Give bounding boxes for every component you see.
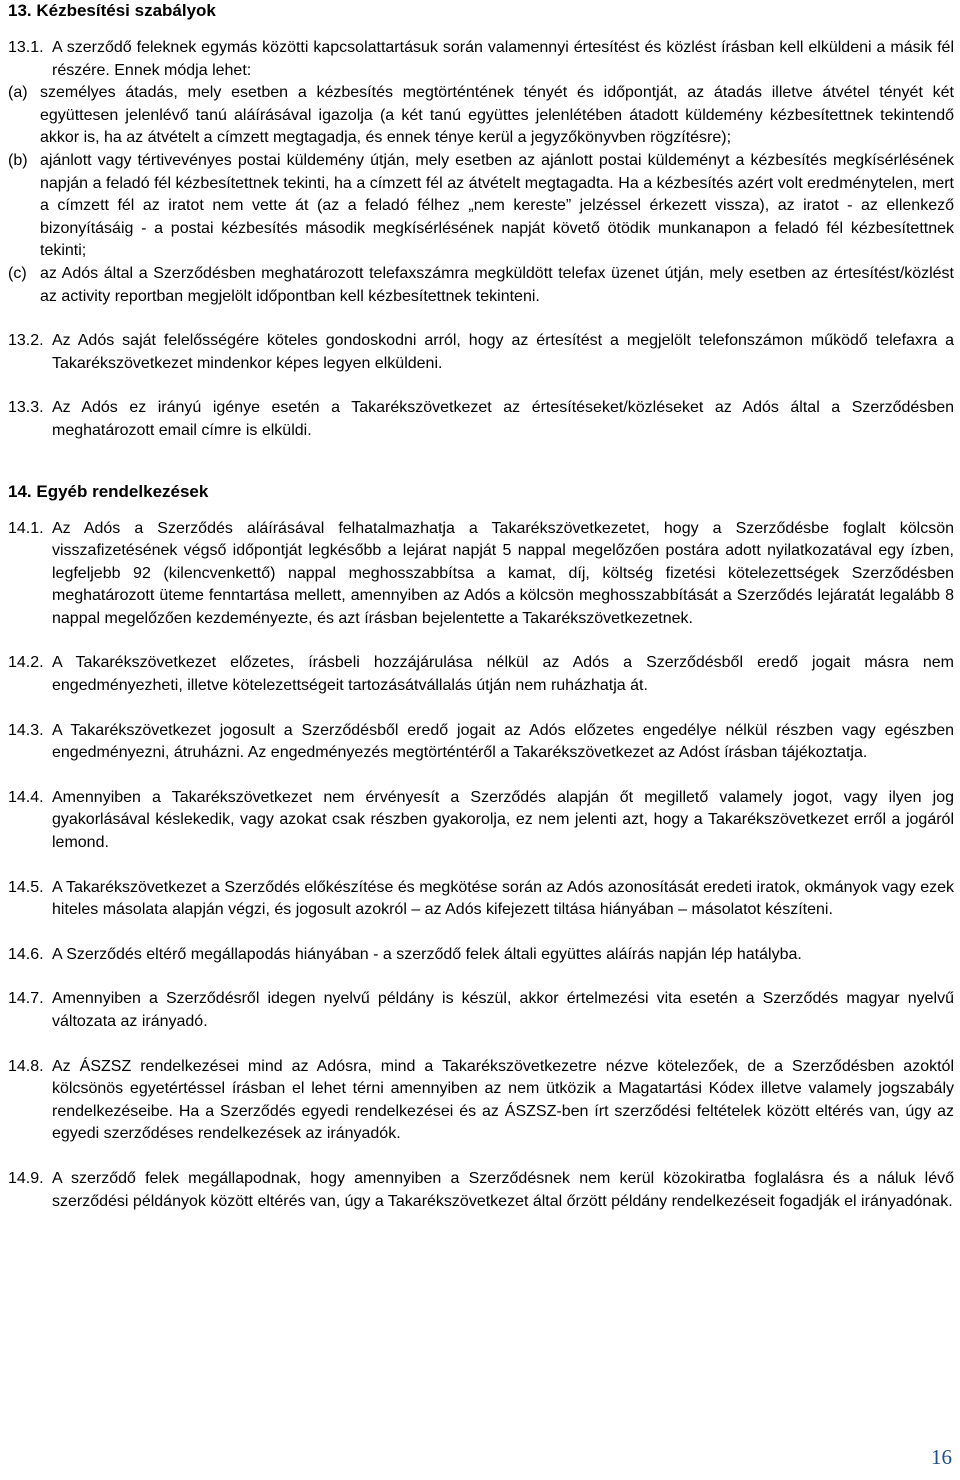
paragraph-13-2 [8, 330, 954, 375]
paragraph-text: A Takarékszövetkezet a Szerződés előkészítése és megkötése során az Adós azonosítását eredeti iratok, okmányok vagy ezek hiteles másolata alapján végzi, és jogosult azokról – az Adós kifejezett tiltása hiányában – másolatot készíteni. [52, 878, 954, 919]
paragraph-text: Az Adós a Szerződés aláírásával felhatalmazhatja a Takarékszövetkezetet, hogy a Szerződésbe foglalt kölcsön visszafizetésének végső időpontját legkésőbb a lejárat napját 5 nappal megelőzően postára adott nyilatkozatával egy ízben, legfeljebb 92 (kilencvenkettő) nappal meghosszabbítsa a kamat, díj, költség fizetési kötelezettségek Szerződésben meghatározott üteme fenntartása mellett, amennyiben az Adós a kölcsön meghosszabbítását a Szerződés lejáratát legalább 8 nappal megelőzően kezdeményezte, és azt írásban bejelentette a Takarékszövetkezetnek. [52, 519, 954, 627]
paragraph-number: 14.9. [8, 1169, 44, 1187]
paragraph-text: Az Adós ez irányú igénye esetén a Takarékszövetkezet az értesítéseket/közléseket az Adós által a Szerződésben meghatározott email címre is elküldi. [52, 399, 954, 439]
page-number: 16 [931, 1445, 952, 1469]
paragraph-number: 14.5. [8, 878, 44, 896]
paragraph-text: Amennyiben a Szerződésről idegen nyelvű példány is készül, akkor értelmezési vita esetén a Szerződés magyar nyelvű változata az irányadó. [52, 990, 954, 1030]
paragraph-number: 14.1. [8, 519, 44, 537]
paragraph-text: A szerződő felek megállapodnak, hogy amennyiben a Szerződésnek nem kerül közokiratba foglalásra és a náluk lévő szerződési példányok között eltérés van, úgy a Takarékszövetkezet által őrzött példány rendelkezéseit fogadják el irányadónak. [52, 1169, 954, 1210]
paragraph-text: A Takarékszövetkezet jogosult a Szerződésből eredő jogait az Adós előzetes engedélye nélkül részben vagy egészben engedményezni, átruházni. Az engedményezés megtörténtéről a Takarékszövetkezet az Adóst írásban tájékoztatja. [52, 721, 954, 762]
section-14-heading: 14. Egyéb rendelkezések [8, 481, 209, 501]
section-13-heading: 13. Kézbesítési szabályok [8, 1, 216, 20]
paragraph-14-5 [8, 877, 954, 922]
paragraph-number: 14.3. [8, 721, 44, 739]
paragraph-text: A Szerződés eltérő megállapodás hiányában - a szerződő felek általi együttes aláírás napján lép hatályba. [52, 945, 802, 963]
paragraph-14-4 [8, 787, 954, 855]
list-item-label: (b) [8, 151, 28, 169]
paragraph-number: 14.4. [8, 788, 44, 806]
paragraph-14-6 [8, 944, 954, 967]
paragraph-14-8 [8, 1056, 954, 1146]
paragraph-number: 14.2. [8, 654, 44, 672]
paragraph-number: 14.7. [8, 990, 44, 1008]
paragraph-14-9 [8, 1168, 954, 1213]
list-item-text: az Adós által a Szerződésben meghatározott telefaxszámra megküldött telefax üzenet útján, mely esetben az értesítést/közlést az activity reportban megjelölt időpontban kell kézbesítettnek tekinteni. [40, 264, 954, 305]
list-item-label: (a) [8, 84, 28, 102]
list-item-text: személyes átadás, mely esetben a kézbesítés megtörténtének tényét és időpontját, az átadás illetve átvétel tényét két együttesen jelenlévő tanú aláírásával igazolja (a két tanú együttes jelenlétében átadott küldemény kézbesítettnek tekintendő akkor is, ha az átvételt a címzett megtagadja, és ennek ténye kerül a jegyzőkönyvben rögzítésre); [40, 84, 954, 147]
paragraph-number: 14.6. [8, 945, 44, 963]
paragraph-14-3 [8, 720, 954, 765]
list-item-text: ajánlott vagy tértivevényes postai küldemény útján, mely esetben az ajánlott postai küldeményt a kézbesítés megkísérlésének napján a feladó fél kézbesítettnek tekinti, ha a címzett fél az átvételt megtagadta. Ha a kézbesítés azért volt eredménytelen, mert a címzett fél az iratot nem vette át (az a feladó félhez „nem kereste” jelzéssel érkezett vissza), az iratot - az ellenkező bizonyításáig - a postai kézbesítés második megkísérlésének napját követő ötödik munkanapon a feladó fél kézbesítettnek tekinti; [40, 151, 954, 260]
list-item-b [8, 150, 954, 263]
list-item-label: (c) [8, 264, 27, 282]
paragraph-14-7 [8, 988, 954, 1033]
paragraph-number: 13.2. [8, 332, 44, 350]
paragraph-14-1 [8, 518, 954, 631]
paragraph-text: Amennyiben a Takarékszövetkezet nem érvényesít a Szerződés alapján őt megillető valamely jogot, vagy ilyen jog gyakorlásával késlekedik, vagy azokat csak részben gyakorolja, ez nem jelenti azt, hogy a Takarékszövetkezet erről a jogáról lemond. [52, 788, 954, 852]
paragraph-number: 13.3. [8, 399, 44, 417]
paragraph-text: Az Adós saját felelősségére köteles gondoskodni arról, hogy az értesítést a megjelölt telefonszámon működő telefaxra a Takarékszövetkezet mindenkor képes legyen elküldeni. [52, 332, 954, 372]
paragraph-14-2 [8, 652, 954, 697]
paragraph-number: 14.8. [8, 1057, 44, 1075]
document-page [8, 0, 954, 1213]
paragraph-text: A Takarékszövetkezet előzetes, írásbeli hozzájárulása nélkül az Adós a Szerződésből eredő jogait másra nem engedményezheti, illetve kötelezettségeit tartozásátvállalás útján nem ruházhatja át. [52, 654, 954, 695]
paragraph-text: Az ÁSZSZ rendelkezései mind az Adósra, mind a Takarékszövetkezetre nézve kötelezőek, de a Szerződésben azoktól kölcsönös egyetértéssel írásban el lehet térni amennyiben az nem ütközik a Magatartási Kódex illetve valamely jogszabály rendelkezéseibe. Ha a Szerződés egyedi rendelkezései és az ÁSZSZ-ben írt szerződési feltételek között eltérés van, úgy az egyedi szerződéses rendelkezések az irányadók. [52, 1057, 954, 1143]
paragraph-13-1 [8, 37, 954, 82]
paragraph-number: 13.1. [8, 39, 44, 56]
paragraph-13-1-body [52, 37, 954, 82]
list-item-a [8, 82, 954, 150]
paragraph-text: A szerződő feleknek egymás közötti kapcsolattartásuk során valamennyi értesítést és közlést írásban kell elküldeni a másik fél részére. Ennek módja lehet: [52, 39, 954, 79]
paragraph-13-3 [8, 397, 954, 442]
list-13-1 [8, 82, 954, 308]
list-item-c [8, 263, 954, 308]
